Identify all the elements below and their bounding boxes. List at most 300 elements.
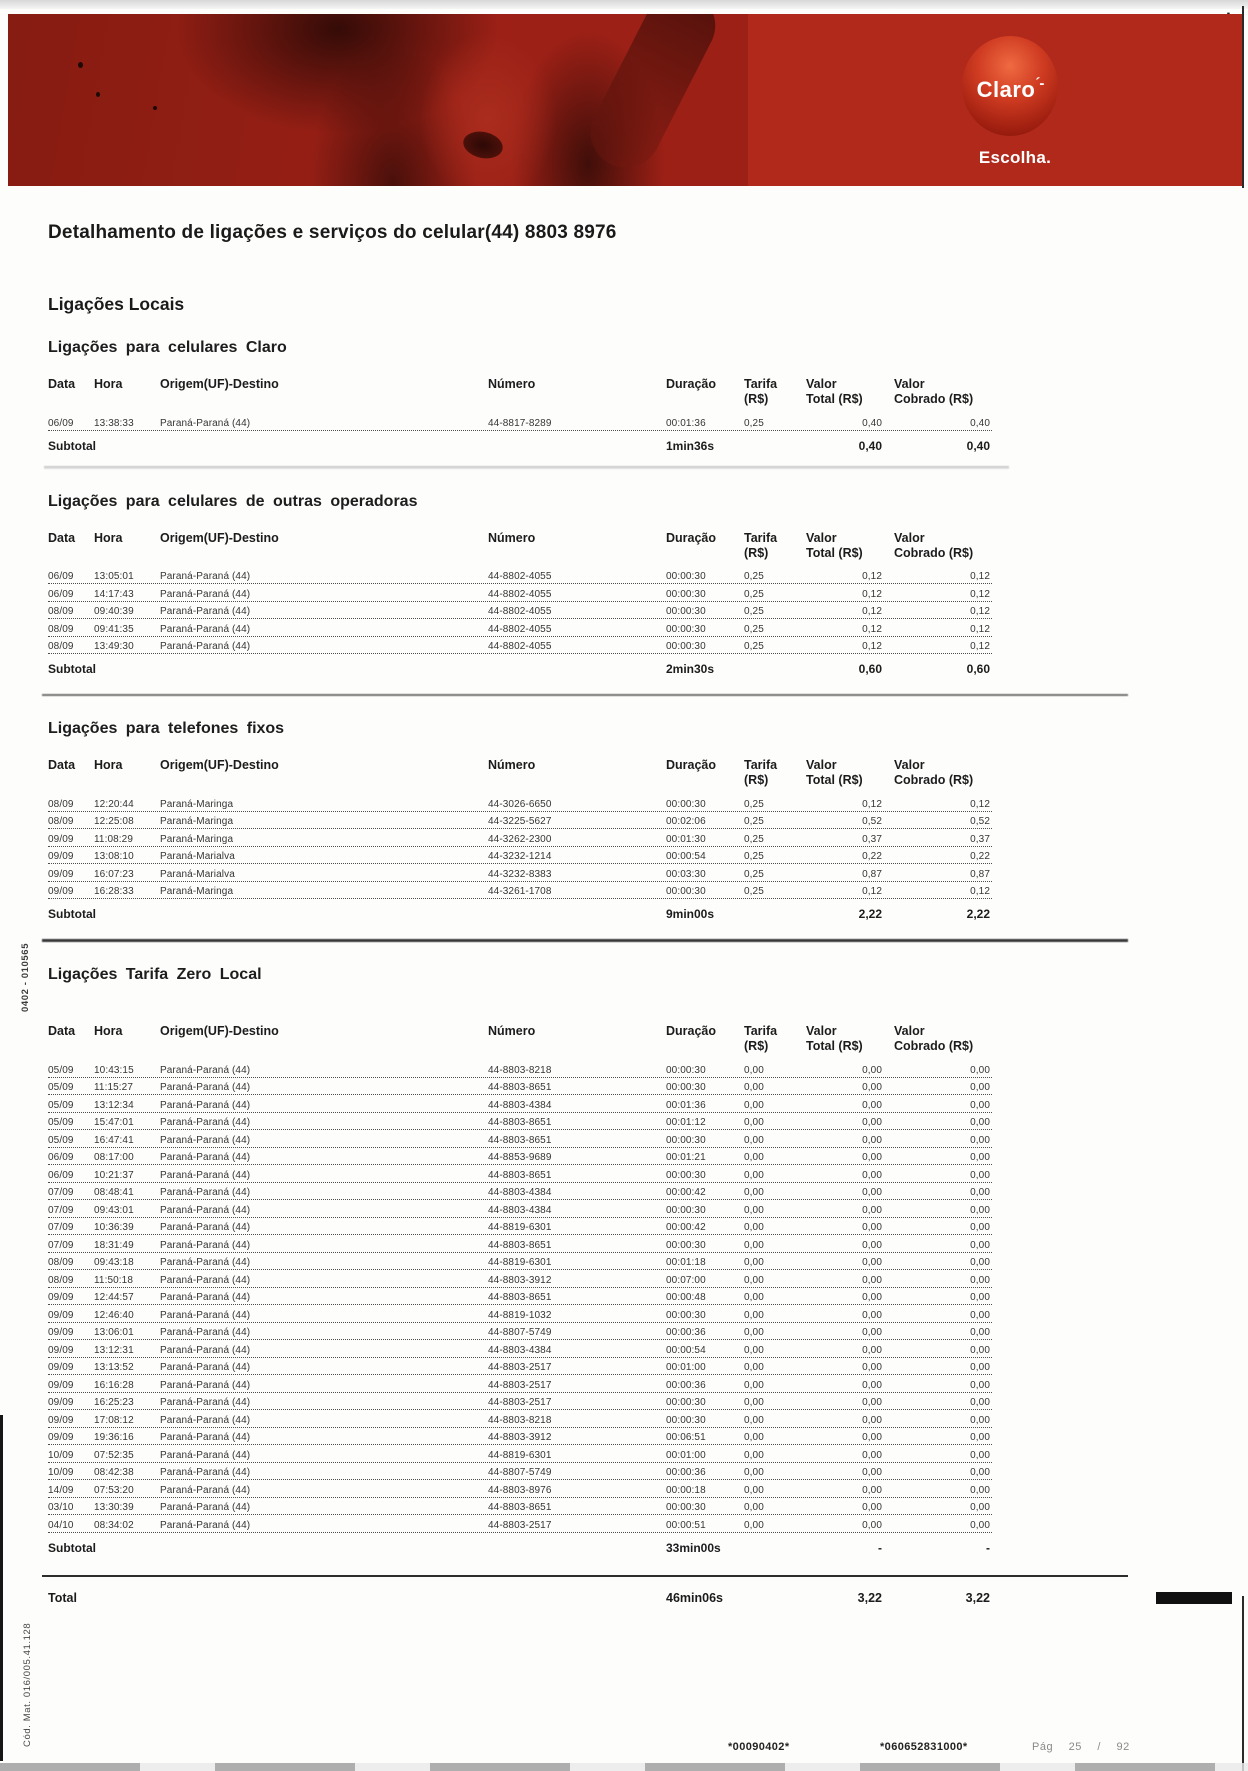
cell-valor-total: 0,00	[862, 1082, 882, 1093]
banner-photo	[8, 14, 748, 186]
cell-data: 07/09	[48, 1222, 74, 1233]
cell-valor-cobrado: 0,00	[970, 1327, 990, 1338]
column-header: Data	[48, 530, 76, 545]
cell-valor-cobrado: 0,00	[970, 1239, 990, 1251]
subtotal-charged: -	[986, 1540, 990, 1555]
cell-numero: 44-8819-1032	[488, 1309, 552, 1321]
subtotal-duration: 33min00s	[666, 1540, 721, 1555]
cell-numero: 44-8802-4055	[488, 641, 552, 652]
cell-hora: 12:44:57	[94, 1292, 134, 1303]
cell-hora: 12:25:08	[94, 816, 134, 827]
page-edge-line-bottom-left	[0, 1415, 3, 1761]
scan-smear-bottom	[0, 1763, 1248, 1771]
table-row	[48, 1200, 992, 1218]
cell-numero: 44-3261-1708	[488, 886, 552, 897]
cell-valor-cobrado: 0,00	[970, 1222, 990, 1233]
table-body	[48, 567, 992, 655]
cell-origem-destino: Paraná-Paraná (44)	[160, 1187, 251, 1198]
subtotal-duration: 9min00s	[666, 907, 715, 921]
cell-tarifa: 0,25	[744, 571, 764, 582]
cell-duracao: 00:00:36	[666, 1379, 706, 1391]
cell-numero: 44-8803-8651	[488, 1292, 552, 1303]
cell-data: 06/09	[48, 417, 74, 429]
table-row	[48, 1095, 992, 1113]
cell-data: 09/09	[48, 1292, 74, 1303]
cell-hora: 10:43:15	[94, 1064, 134, 1076]
cell-numero: 44-8803-2517	[488, 1397, 552, 1408]
cell-numero: 44-8803-8651	[488, 1239, 552, 1251]
table-row	[48, 1060, 992, 1078]
cell-valor-cobrado: 0,00	[970, 1152, 990, 1163]
registration-bar	[1156, 1592, 1232, 1604]
cell-origem-destino: Paraná-Paraná (44)	[160, 1467, 251, 1478]
cell-tarifa: 0,00	[744, 1414, 764, 1426]
cell-tarifa: 0,25	[744, 886, 764, 897]
column-header: Data	[48, 1024, 76, 1038]
column-header: Valor Total (R$)	[806, 377, 863, 406]
total-charged: 3,22	[965, 1591, 990, 1605]
column-header: Valor Cobrado (R$)	[894, 758, 974, 787]
cell-data: 06/09	[48, 571, 74, 582]
table-row	[48, 864, 992, 882]
cell-valor-total: 0,00	[862, 1484, 882, 1496]
column-header: Valor Cobrado (R$)	[894, 1024, 974, 1053]
column-header: Data	[48, 377, 76, 391]
cell-data: 08/09	[48, 1257, 74, 1268]
cell-duracao: 00:00:30	[666, 571, 706, 582]
cell-duracao: 00:00:30	[666, 1502, 706, 1513]
cell-valor-cobrado: 0,00	[970, 1449, 990, 1461]
total-value: 3,22	[857, 1591, 882, 1605]
cell-duracao: 00:03:30	[666, 868, 706, 880]
page-title: Detalhamento de ligações e serviços do celular(44) 8803 8976	[48, 222, 617, 243]
cell-numero: 44-3232-1214	[488, 851, 552, 862]
table-row	[48, 1183, 992, 1201]
cell-valor-cobrado: 0,00	[970, 1344, 990, 1356]
table-body	[48, 1060, 992, 1533]
cell-valor-cobrado: 0,12	[970, 588, 990, 600]
scan-dust-dot	[153, 106, 157, 110]
cell-tarifa: 0,00	[744, 1117, 764, 1128]
subtotal-charged: 0,40	[966, 438, 990, 453]
cell-valor-cobrado: 0,00	[970, 1362, 990, 1373]
cell-tarifa: 0,25	[744, 798, 764, 810]
cell-valor-total: 0,00	[862, 1414, 882, 1426]
column-header: Hora	[94, 377, 123, 391]
page-edge-line-bottom-right	[1242, 1596, 1244, 1771]
call-table	[48, 493, 992, 697]
scan-dust-dot	[96, 92, 100, 97]
cell-numero: 44-8802-4055	[488, 571, 552, 582]
cell-duracao: 00:01:21	[666, 1152, 706, 1163]
cell-valor-total: 0,00	[862, 1222, 882, 1233]
table-row	[48, 882, 992, 900]
cell-valor-cobrado: 0,00	[970, 1274, 990, 1286]
column-header: Hora	[94, 1024, 123, 1038]
cell-hora: 07:52:35	[94, 1449, 134, 1461]
cell-data: 05/09	[48, 1099, 74, 1111]
cell-origem-destino: Paraná-Paraná (44)	[160, 417, 251, 429]
cell-hora: 07:53:20	[94, 1484, 134, 1496]
column-header: Valor Cobrado (R$)	[894, 530, 974, 560]
cell-tarifa: 0,00	[744, 1362, 764, 1373]
cell-valor-total: 0,00	[862, 1327, 882, 1338]
cell-origem-destino: Paraná-Maringa	[160, 816, 234, 827]
cell-numero: 44-8803-2517	[488, 1362, 552, 1373]
column-header: Valor Total (R$)	[806, 530, 863, 560]
cell-duracao: 00:00:30	[666, 606, 706, 617]
cell-tarifa: 0,00	[744, 1239, 764, 1251]
cell-hora: 16:28:33	[94, 886, 134, 897]
cell-hora: 10:21:37	[94, 1169, 134, 1181]
cell-valor-cobrado: 0,00	[970, 1117, 990, 1128]
cell-origem-destino: Paraná-Paraná (44)	[160, 1344, 251, 1356]
table-row	[48, 567, 992, 585]
cell-valor-total: 0,00	[862, 1117, 882, 1128]
cell-duracao: 00:00:30	[666, 886, 706, 897]
column-header: Número	[488, 1024, 536, 1038]
cell-valor-cobrado: 0,00	[970, 1169, 990, 1181]
cell-valor-total: 0,00	[862, 1239, 882, 1251]
page-number: Pág 25 / 92	[1032, 1741, 1130, 1753]
cell-hora: 16:47:41	[94, 1134, 134, 1146]
cell-numero: 44-8803-8218	[488, 1414, 552, 1426]
cell-duracao: 00:00:30	[666, 588, 706, 600]
subtotal-row	[48, 1533, 992, 1559]
table-body	[48, 413, 992, 431]
cell-hora: 08:42:38	[94, 1467, 134, 1478]
table-row	[48, 1393, 992, 1411]
column-header: Origem(UF)-Destino	[160, 377, 279, 391]
table-row	[48, 413, 992, 431]
cell-data: 08/09	[48, 1274, 74, 1286]
table-row	[48, 1428, 992, 1446]
cell-valor-total: 0,12	[862, 798, 882, 810]
cell-duracao: 00:00:30	[666, 1397, 706, 1408]
cell-tarifa: 0,00	[744, 1379, 764, 1391]
cell-duracao: 00:01:36	[666, 417, 706, 429]
cell-data: 09/09	[48, 1379, 74, 1391]
section-heading: Ligações Locais	[48, 294, 185, 314]
cell-numero: 44-8807-5749	[488, 1327, 552, 1338]
cell-numero: 44-8803-8651	[488, 1502, 552, 1513]
cell-duracao: 00:01:00	[666, 1449, 706, 1461]
cell-duracao: 00:00:30	[666, 798, 706, 810]
cell-tarifa: 0,00	[744, 1309, 764, 1321]
cell-valor-cobrado: 0,52	[970, 816, 990, 827]
cell-valor-total: 0,00	[862, 1397, 882, 1408]
cell-numero: 44-8803-8651	[488, 1117, 552, 1128]
cell-hora: 17:08:12	[94, 1414, 134, 1426]
cell-numero: 44-8803-8651	[488, 1169, 552, 1181]
claro-accent-mark: ´-	[1035, 75, 1044, 92]
subtotal-label: Subtotal	[48, 438, 96, 453]
cell-hora: 11:50:18	[94, 1274, 133, 1286]
cell-data: 08/09	[48, 816, 74, 827]
cell-valor-total: 0,12	[862, 623, 882, 635]
cell-numero: 44-8819-6301	[488, 1449, 552, 1461]
cell-hora: 09:41:35	[94, 623, 134, 635]
cell-valor-total: 0,00	[862, 1099, 882, 1111]
table-row	[48, 1218, 992, 1236]
subtotal-duration: 2min30s	[666, 662, 715, 676]
cell-duracao: 00:01:12	[666, 1117, 706, 1128]
table-row	[48, 829, 992, 847]
table-row	[48, 1358, 992, 1376]
cell-hora: 12:20:44	[94, 798, 134, 810]
cell-origem-destino: Paraná-Paraná (44)	[160, 1397, 251, 1408]
cell-valor-cobrado: 0,00	[970, 1257, 990, 1268]
cell-valor-cobrado: 0,00	[970, 1502, 990, 1513]
column-header: Hora	[94, 530, 123, 545]
table-row	[48, 1305, 992, 1323]
cell-data: 06/09	[48, 1152, 74, 1163]
cell-data: 08/09	[48, 641, 74, 652]
cell-valor-total: 0,12	[862, 886, 882, 897]
cell-data: 09/09	[48, 851, 74, 862]
cell-hora: 13:49:30	[94, 641, 134, 652]
total-separator	[42, 1575, 1128, 1578]
cell-numero: 44-8802-4055	[488, 623, 552, 635]
subtotal-label: Subtotal	[48, 662, 96, 676]
table-row	[48, 602, 992, 620]
cell-origem-destino: Paraná-Marialva	[160, 851, 235, 862]
subtotal-charged: 2,22	[966, 907, 990, 921]
cell-duracao: 00:01:36	[666, 1099, 706, 1111]
cell-numero: 44-8817-8289	[488, 417, 552, 429]
table-row	[48, 1235, 992, 1253]
cell-valor-total: 0,00	[862, 1467, 882, 1478]
cell-hora: 13:06:01	[94, 1327, 134, 1338]
cell-valor-cobrado: 0,00	[970, 1082, 990, 1093]
cell-numero: 44-3225-5627	[488, 816, 552, 827]
cell-origem-destino: Paraná-Maringa	[160, 798, 234, 810]
column-header: Valor Cobrado (R$)	[894, 377, 974, 406]
cell-data: 05/09	[48, 1134, 74, 1146]
cell-duracao: 00:01:30	[666, 833, 706, 845]
table-row	[48, 812, 992, 830]
cell-valor-total: 0,40	[862, 417, 882, 429]
cell-hora: 16:25:23	[94, 1397, 134, 1408]
cell-tarifa: 0,00	[744, 1204, 764, 1216]
cell-tarifa: 0,25	[744, 851, 764, 862]
table-header	[48, 758, 992, 788]
cell-valor-cobrado: 0,00	[970, 1519, 990, 1531]
column-header: Duração	[666, 1024, 717, 1038]
photo-mouth-shape	[461, 128, 506, 162]
cell-numero: 44-8803-4384	[488, 1204, 552, 1216]
cell-origem-destino: Paraná-Paraná (44)	[160, 1414, 251, 1426]
claro-logo-text: Claro´-	[976, 75, 1044, 102]
cell-numero: 44-8803-3912	[488, 1432, 552, 1443]
cell-valor-cobrado: 0,00	[970, 1397, 990, 1408]
cell-tarifa: 0,00	[744, 1169, 764, 1181]
cell-tarifa: 0,25	[744, 588, 764, 600]
cell-tarifa: 0,00	[744, 1467, 764, 1478]
cell-valor-cobrado: 0,37	[970, 833, 990, 845]
cell-valor-total: 0,00	[862, 1379, 882, 1391]
table-title: Ligações para celulares Claro	[48, 339, 287, 356]
cell-duracao: 00:00:30	[666, 1169, 706, 1181]
cell-duracao: 00:00:30	[666, 623, 706, 635]
table-row	[48, 1410, 992, 1428]
cell-origem-destino: Paraná-Paraná (44)	[160, 1204, 251, 1216]
cell-tarifa: 0,00	[744, 1432, 764, 1443]
cell-valor-total: 0,00	[862, 1344, 882, 1356]
cell-tarifa: 0,00	[744, 1397, 764, 1408]
table-title: Ligações para telefones fixos	[48, 720, 285, 737]
cell-numero: 44-8819-6301	[488, 1222, 552, 1233]
cell-valor-total: 0,00	[862, 1362, 882, 1373]
cell-duracao: 00:00:30	[666, 1414, 706, 1426]
cell-duracao: 00:01:18	[666, 1257, 706, 1268]
cell-duracao: 00:00:30	[666, 1082, 706, 1093]
footer-code-left: *00090402*	[728, 1741, 790, 1753]
page-edge-line-top-right	[1242, 6, 1244, 188]
cell-origem-destino: Paraná-Paraná (44)	[160, 1502, 251, 1513]
table-row	[48, 1078, 992, 1096]
cell-data: 09/09	[48, 868, 74, 880]
cell-tarifa: 0,00	[744, 1274, 764, 1286]
cell-data: 03/10	[48, 1502, 74, 1513]
cell-valor-cobrado: 0,12	[970, 798, 990, 810]
cell-tarifa: 0,25	[744, 868, 764, 880]
column-header: Origem(UF)-Destino	[160, 1024, 279, 1038]
cell-data: 05/09	[48, 1117, 74, 1128]
cell-data: 09/09	[48, 1362, 74, 1373]
table-row	[48, 584, 992, 602]
cell-tarifa: 0,25	[744, 816, 764, 827]
cell-origem-destino: Paraná-Marialva	[160, 868, 235, 880]
cell-origem-destino: Paraná-Paraná (44)	[160, 1327, 251, 1338]
table-header	[48, 377, 992, 407]
cell-duracao: 00:00:30	[666, 1064, 706, 1076]
cell-valor-total: 0,00	[862, 1449, 882, 1461]
cell-valor-total: 0,12	[862, 571, 882, 582]
cell-valor-cobrado: 0,87	[970, 868, 990, 880]
table-row	[48, 847, 992, 865]
cell-valor-total: 0,00	[862, 1519, 882, 1531]
cell-origem-destino: Paraná-Paraná (44)	[160, 571, 251, 582]
cell-numero: 44-8803-2517	[488, 1379, 552, 1391]
cell-valor-total: 0,52	[862, 816, 882, 827]
table-title: Ligações Tarifa Zero Local	[48, 966, 262, 983]
cell-origem-destino: Paraná-Paraná (44)	[160, 1484, 251, 1496]
cell-hora: 12:46:40	[94, 1309, 134, 1321]
subtotal-duration: 1min36s	[666, 438, 715, 453]
cell-hora: 08:34:02	[94, 1519, 134, 1531]
cell-valor-total: 0,00	[862, 1309, 882, 1321]
cell-valor-total: 0,12	[862, 606, 882, 617]
table-row	[48, 1253, 992, 1271]
cell-data: 09/09	[48, 1344, 74, 1356]
cell-valor-total: 0,37	[862, 833, 882, 845]
cell-hora: 09:40:39	[94, 606, 134, 617]
cell-valor-cobrado: 0,12	[970, 606, 990, 617]
cell-numero: 44-8803-8218	[488, 1064, 552, 1076]
cell-numero: 44-8802-4055	[488, 606, 552, 617]
cell-hora: 16:07:23	[94, 868, 134, 880]
cell-origem-destino: Paraná-Paraná (44)	[160, 1274, 251, 1286]
cell-data: 07/09	[48, 1204, 74, 1216]
cell-data: 07/09	[48, 1187, 74, 1198]
cell-tarifa: 0,00	[744, 1292, 764, 1303]
cell-origem-destino: Paraná-Paraná (44)	[160, 606, 251, 617]
cell-hora: 15:47:01	[94, 1117, 134, 1128]
column-header: Origem(UF)-Destino	[160, 758, 279, 772]
cell-valor-cobrado: 0,22	[970, 851, 990, 862]
scan-smear-top	[0, 0, 1248, 9]
cell-numero: 44-8819-6301	[488, 1257, 552, 1268]
cell-origem-destino: Paraná-Paraná (44)	[160, 1449, 251, 1461]
cell-origem-destino: Paraná-Paraná (44)	[160, 1292, 251, 1303]
cell-origem-destino: Paraná-Paraná (44)	[160, 1239, 251, 1251]
cell-origem-destino: Paraná-Paraná (44)	[160, 641, 251, 652]
column-header: Valor Total (R$)	[806, 1024, 863, 1053]
cell-duracao: 00:00:18	[666, 1484, 706, 1496]
cell-valor-total: 0,00	[862, 1257, 882, 1268]
cell-data: 08/09	[48, 798, 74, 810]
cell-origem-destino: Paraná-Paraná (44)	[160, 1064, 251, 1076]
cell-data: 09/09	[48, 1414, 74, 1426]
table-body	[48, 794, 992, 899]
cell-valor-total: 0,00	[862, 1187, 882, 1198]
cell-data: 05/09	[48, 1082, 74, 1093]
cell-tarifa: 0,25	[744, 417, 764, 429]
cell-tarifa: 0,00	[744, 1099, 764, 1111]
cell-valor-total: 0,00	[862, 1502, 882, 1513]
cell-hora: 09:43:01	[94, 1204, 134, 1216]
cell-origem-destino: Paraná-Paraná (44)	[160, 1257, 251, 1268]
cell-origem-destino: Paraná-Paraná (44)	[160, 1117, 251, 1128]
table-row	[48, 794, 992, 812]
column-header: Hora	[94, 758, 123, 772]
footer-code-right: *060652831000*	[880, 1741, 968, 1753]
side-code-lower: Cód. Mat. 016/005.41.128	[22, 1622, 33, 1747]
cell-data: 09/09	[48, 886, 74, 897]
cell-hora: 13:13:52	[94, 1362, 134, 1373]
cell-valor-cobrado: 0,12	[970, 571, 990, 582]
cell-numero: 44-8853-9689	[488, 1152, 552, 1163]
total-label: Total	[48, 1591, 77, 1605]
cell-hora: 13:38:33	[94, 417, 134, 429]
call-tables	[48, 339, 992, 1559]
cell-valor-total: 0,87	[862, 868, 882, 880]
call-table	[48, 339, 992, 469]
column-header: Duração	[666, 530, 717, 545]
cell-valor-total: 0,00	[862, 1292, 882, 1303]
cell-valor-cobrado: 0,00	[970, 1467, 990, 1478]
cell-numero: 44-8807-5749	[488, 1467, 552, 1478]
cell-valor-cobrado: 0,00	[970, 1204, 990, 1216]
cell-origem-destino: Paraná-Paraná (44)	[160, 623, 251, 635]
table-row	[48, 637, 992, 655]
cell-valor-cobrado: 0,00	[970, 1064, 990, 1076]
subtotal-row	[48, 431, 992, 457]
cell-duracao: 00:00:30	[666, 1309, 706, 1321]
cell-duracao: 00:00:54	[666, 1344, 706, 1356]
cell-numero: 44-8803-3912	[488, 1274, 552, 1286]
cell-numero: 44-8803-4384	[488, 1099, 552, 1111]
table-row	[48, 619, 992, 637]
table-header	[48, 1024, 992, 1054]
cell-tarifa: 0,00	[744, 1064, 764, 1076]
table-row	[48, 1288, 992, 1306]
cell-hora: 13:08:10	[94, 851, 134, 862]
cell-tarifa: 0,00	[744, 1187, 764, 1198]
cell-valor-total: 0,12	[862, 588, 882, 600]
cell-duracao: 00:00:36	[666, 1327, 706, 1338]
